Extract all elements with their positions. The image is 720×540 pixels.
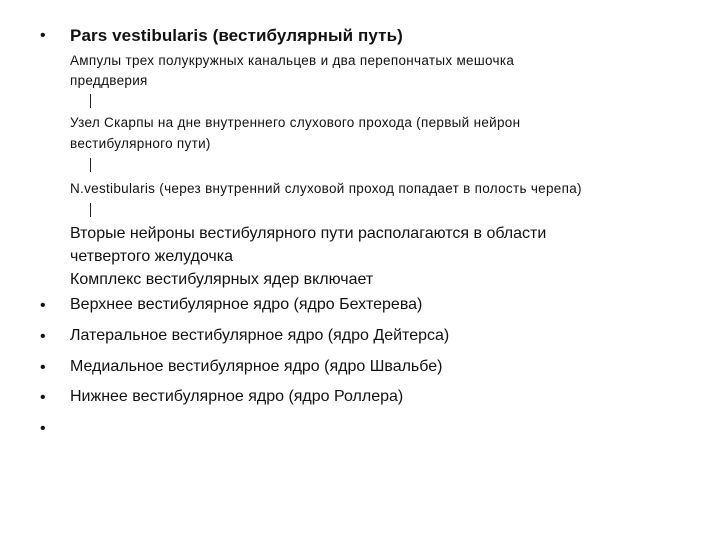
nucleus-item-medial: Медиальное вестибулярное ядро (ядро Швальбе) xyxy=(70,358,443,375)
second-neuron-line-2: четвертого желудочка xyxy=(70,248,234,265)
complex-intro: Комплекс вестибулярных ядер включает xyxy=(70,271,374,288)
pathway-connector xyxy=(90,94,91,108)
pathway-connector xyxy=(90,158,91,172)
slide-title: Pars vestibularis (вестибулярный путь) xyxy=(70,26,403,45)
bullet-marker: • xyxy=(40,359,46,376)
second-neuron-line-1: Вторые нейроны вестибулярного пути располагаются в области xyxy=(70,225,547,242)
pathway-step-1-line-1: Ампулы трех полукружных канальцев и два перепончатых мешочка xyxy=(70,53,515,68)
pathway-connector xyxy=(90,203,91,217)
bullet-marker: • xyxy=(40,27,46,44)
pathway-step-1-line-2: преддверия xyxy=(70,73,148,88)
pathway-step-2-line-2: вестибулярного пути) xyxy=(70,136,211,151)
nucleus-item-superior: Верхнее вестибулярное ядро (ядро Бехтерева) xyxy=(70,296,423,313)
nucleus-item-lateral: Латеральное вестибулярное ядро (ядро Дейтерса) xyxy=(70,327,450,344)
bullet-marker: • xyxy=(40,328,46,345)
bullet-marker: • xyxy=(40,389,46,406)
nucleus-item-inferior: Нижнее вестибулярное ядро (ядро Роллера) xyxy=(70,388,404,405)
bullet-marker-empty: • xyxy=(40,420,46,437)
pathway-step-3: N.vestibularis (через внутренний слуховой проход попадает в полость черепа) xyxy=(70,181,582,196)
pathway-step-2-line-1: Узел Скарпы на дне внутреннего слухового прохода (первый нейрон xyxy=(70,115,521,130)
bullet-marker: • xyxy=(40,297,46,314)
